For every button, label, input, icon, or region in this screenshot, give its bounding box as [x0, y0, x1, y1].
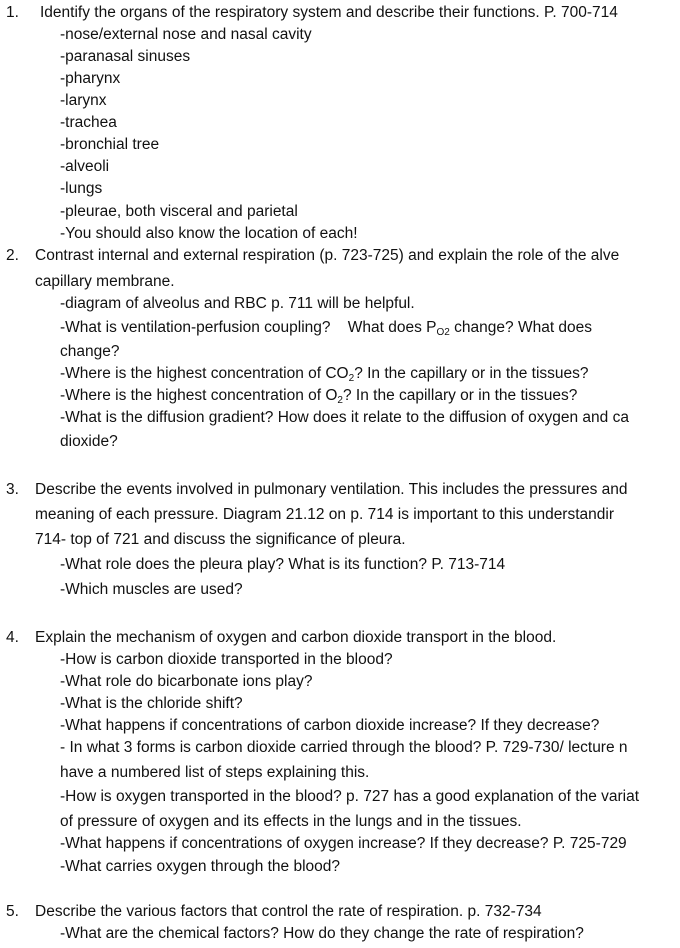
sub-item: -bronchial tree	[60, 136, 160, 153]
sub-item-ventilation-perfusion: -What is ventilation-perfusion coupling? What does $P_{O2}$ change? What does	[60, 319, 593, 338]
sub-item: -What role do bicarbonate ions play?	[60, 673, 313, 690]
sub-item: -What happens if concentrations of oxygen increase? If they decrease? P. 725-729	[60, 835, 627, 852]
sub-item-co2: -Where is the highest concentration of $CO_2$? In the capillary or in the tissues?	[60, 365, 589, 384]
sub-item: -What is the chloride shift?	[60, 695, 243, 712]
sub-item: -alveoli	[60, 158, 110, 175]
sub-item: -lungs	[60, 180, 103, 197]
sub-item: - In what 3 forms is carbon dioxide carried through the blood? P. 729-730/ lecture n	[60, 739, 628, 756]
sub-item: -nose/external nose and nasal cavity	[60, 26, 312, 43]
sub-item: -How is oxygen transported in the blood? p. 727 has a good explanation of the variat	[60, 788, 640, 805]
sub-item: -Which muscles are used?	[60, 581, 243, 598]
item-number: 1.	[6, 4, 19, 21]
sub-item: -How is carbon dioxide transported in the blood?	[60, 651, 393, 668]
sub-item: -What role does the pleura play? What is its function? P. 713-714	[60, 556, 506, 573]
item-heading: meaning of each pressure. Diagram 21.12 on p. 714 is important to this understandir	[35, 506, 614, 523]
item-heading: Contrast internal and external respiration (p. 723-725) and explain the role of the alve	[35, 247, 620, 264]
sub-item: -diagram of alveolus and RBC p. 711 will be helpful.	[60, 295, 415, 312]
item-heading: Describe the various factors that control the rate of respiration. p. 732-734	[35, 903, 542, 920]
sub-item: -You should also know the location of each!	[60, 225, 358, 242]
sub-item: of pressure of oxygen and its effects in the lungs and in the tissues.	[60, 813, 522, 830]
item-number: 5.	[6, 903, 19, 920]
sub-item: -paranasal sinuses	[60, 48, 191, 65]
item-number: 3.	[6, 481, 19, 498]
sub-item: -What happens if concentrations of carbon dioxide increase? If they decrease?	[60, 717, 600, 734]
sub-item: -What is the diffusion gradient? How does it relate to the diffusion of oxygen and ca	[60, 409, 629, 426]
sub-item: -pharynx	[60, 70, 121, 87]
sub-item: -trachea	[60, 114, 117, 131]
item-heading: capillary membrane.	[35, 273, 175, 290]
sub-item: change?	[60, 343, 120, 360]
sub-item: -What carries oxygen through the blood?	[60, 858, 341, 875]
item-heading: Describe the events involved in pulmonary ventilation. This includes the pressures and	[35, 481, 628, 498]
item-number: 2.	[6, 247, 19, 264]
item-heading: Identify the organs of the respiratory system and describe their functions. P. 700-714	[40, 4, 618, 21]
sub-item: -pleurae, both visceral and parietal	[60, 203, 298, 220]
item-heading: Explain the mechanism of oxygen and carbon dioxide transport in the blood.	[35, 629, 557, 646]
sub-item: have a numbered list of steps explaining this.	[60, 764, 370, 781]
sub-item-o2: -Where is the highest concentration of $O_2$? In the capillary or in the tissues?	[60, 387, 578, 406]
sub-item: -larynx	[60, 92, 107, 109]
sub-item: dioxide?	[60, 433, 118, 450]
item-heading: 714- top of 721 and discuss the significance of pleura.	[35, 531, 406, 548]
item-number: 4.	[6, 629, 19, 646]
sub-item: -What are the chemical factors? How do they change the rate of respiration?	[60, 925, 584, 942]
